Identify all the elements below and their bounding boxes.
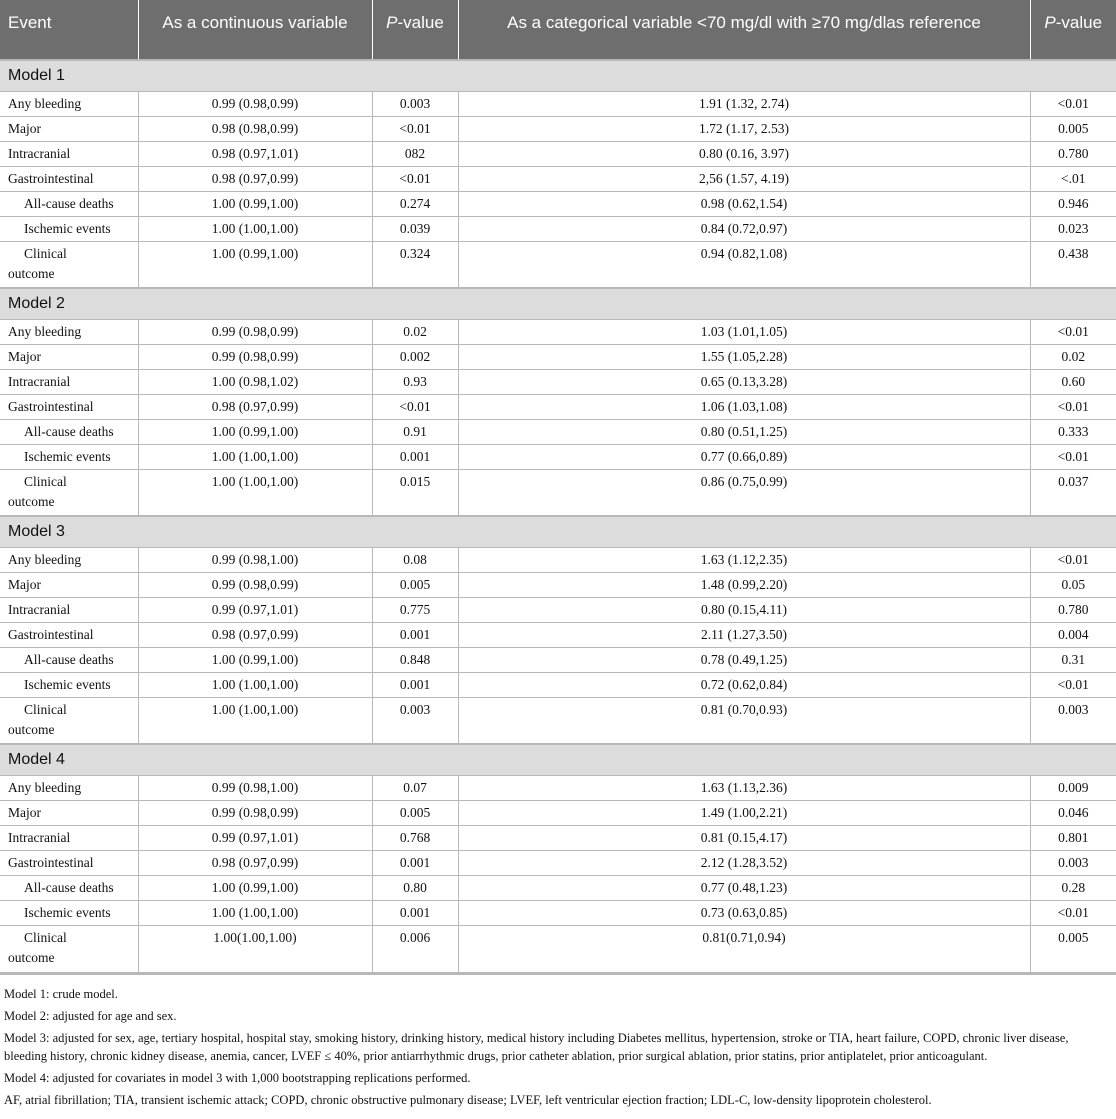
event-label-line2: outcome: [8, 721, 55, 737]
continuous-pvalue-cell: 0.005: [372, 800, 458, 825]
table-header-row: [0, 0, 1116, 60]
continuous-estimate-cell: 0.98 (0.97,1.01): [138, 141, 372, 166]
categorical-pvalue-cell: <0.01: [1030, 394, 1116, 419]
table-row: [0, 216, 1116, 241]
continuous-estimate-cell: 0.99 (0.98,0.99): [138, 319, 372, 344]
event-label: Gastrointestinal: [8, 854, 94, 870]
continuous-estimate-cell: 1.00 (1.00,1.00): [138, 444, 372, 469]
continuous-estimate-cell: 1.00 (0.99,1.00): [138, 647, 372, 672]
model-section-row: [0, 744, 1116, 775]
header-pvalue-italic: P: [1044, 13, 1056, 32]
continuous-estimate-cell: 0.99 (0.97,1.01): [138, 597, 372, 622]
categorical-estimate-cell: 0.81(0.71,0.94): [458, 925, 1030, 972]
categorical-pvalue-cell: 0.02: [1030, 344, 1116, 369]
table-row: [0, 597, 1116, 622]
categorical-estimate-cell: 1.72 (1.17, 2.53): [458, 116, 1030, 141]
categorical-estimate-cell: 0.77 (0.48,1.23): [458, 875, 1030, 900]
table-row: [0, 241, 1116, 288]
categorical-estimate-cell: 0.73 (0.63,0.85): [458, 900, 1030, 925]
event-cell: [0, 875, 138, 900]
event-cell: [0, 622, 138, 647]
table-row: [0, 469, 1116, 516]
table-row: [0, 319, 1116, 344]
categorical-estimate-cell: 0.80 (0.16, 3.97): [458, 141, 1030, 166]
continuous-pvalue-cell: <0.01: [372, 166, 458, 191]
event-label-line2: outcome: [8, 949, 55, 965]
continuous-pvalue-cell: 0.001: [372, 672, 458, 697]
event-label: Clinical: [24, 245, 67, 261]
table-row: [0, 925, 1116, 972]
event-cell: [0, 572, 138, 597]
categorical-estimate-cell: 0.86 (0.75,0.99): [458, 469, 1030, 516]
event-cell: [0, 800, 138, 825]
continuous-pvalue-cell: 0.274: [372, 191, 458, 216]
event-label: Ischemic events: [24, 220, 111, 236]
categorical-estimate-cell: 0.80 (0.15,4.11): [458, 597, 1030, 622]
table-row: [0, 875, 1116, 900]
event-cell: [0, 394, 138, 419]
event-label: Any bleeding: [8, 323, 82, 339]
categorical-pvalue-cell: 0.946: [1030, 191, 1116, 216]
continuous-estimate-cell: 1.00 (1.00,1.00): [138, 697, 372, 744]
table-row: [0, 697, 1116, 744]
continuous-estimate-cell: 1.00(1.00,1.00): [138, 925, 372, 972]
table-row: [0, 419, 1116, 444]
table-row: [0, 825, 1116, 850]
model-section-row: [0, 288, 1116, 319]
header-categorical: As a categorical variable <70 mg/dl with ≥70 mg/dlas reference: [458, 0, 1030, 60]
event-cell: [0, 141, 138, 166]
table-row: [0, 900, 1116, 925]
event-cell: [0, 672, 138, 697]
header-pvalue-2: [1030, 0, 1116, 60]
continuous-estimate-cell: 0.99 (0.98,0.99): [138, 91, 372, 116]
categorical-estimate-cell: 2.11 (1.27,3.50): [458, 622, 1030, 647]
header-pvalue-rest: -value: [1055, 13, 1103, 32]
categorical-pvalue-cell: <.01: [1030, 166, 1116, 191]
continuous-pvalue-cell: 0.001: [372, 850, 458, 875]
categorical-pvalue-cell: 0.003: [1030, 697, 1116, 744]
event-cell: [0, 825, 138, 850]
table-row: [0, 141, 1116, 166]
event-cell: [0, 547, 138, 572]
footnote: Model 2: adjusted for age and sex.: [4, 1008, 177, 1023]
categorical-estimate-cell: 1.63 (1.12,2.35): [458, 547, 1030, 572]
categorical-estimate-cell: 0.81 (0.70,0.93): [458, 697, 1030, 744]
categorical-estimate-cell: 1.49 (1.00,2.21): [458, 800, 1030, 825]
event-label: Ischemic events: [24, 448, 111, 464]
footnote: Model 3: adjusted for sex, age, tertiary hospital, hospital stay, smoking history, drinking history, medical history including Diabetes mellitus, hypertension, stroke or TIA, heart failure, COPD, chronic liver disease, bleeding history, chronic kidney disease, anemia, cancer, LVEF ≤ 40%, prior antiarrhythmic drugs, prior catheter ablation, prior surgical ablation, prior statins, prior antiplatelet, prior anticoagulant.: [4, 1030, 1069, 1063]
header-pvalue-rest: -value: [397, 13, 444, 32]
continuous-estimate-cell: 1.00 (0.99,1.00): [138, 875, 372, 900]
event-label: Ischemic events: [24, 904, 111, 920]
table-row: [0, 191, 1116, 216]
categorical-estimate-cell: 1.06 (1.03,1.08): [458, 394, 1030, 419]
model-section-row: [0, 60, 1116, 91]
model-label: Model 1: [0, 60, 1116, 91]
event-label: Intracranial: [8, 829, 71, 845]
table-footnotes: [0, 973, 1116, 1109]
event-label: Intracranial: [8, 145, 71, 161]
table-row: [0, 775, 1116, 800]
footnote: Model 4: adjusted for covariates in model 3 with 1,000 bootstrapping replications performed.: [4, 1070, 471, 1085]
table-row: [0, 444, 1116, 469]
continuous-pvalue-cell: <0.01: [372, 394, 458, 419]
categorical-pvalue-cell: 0.28: [1030, 875, 1116, 900]
table-row: [0, 166, 1116, 191]
event-cell: [0, 241, 138, 288]
event-cell: [0, 344, 138, 369]
categorical-pvalue-cell: <0.01: [1030, 444, 1116, 469]
event-cell: [0, 166, 138, 191]
categorical-estimate-cell: 0.72 (0.62,0.84): [458, 672, 1030, 697]
continuous-estimate-cell: 0.98 (0.97,0.99): [138, 166, 372, 191]
categorical-estimate-cell: 0.65 (0.13,3.28): [458, 369, 1030, 394]
continuous-pvalue-cell: 0.001: [372, 444, 458, 469]
continuous-pvalue-cell: 0.02: [372, 319, 458, 344]
table-row: [0, 850, 1116, 875]
event-label: Intracranial: [8, 373, 71, 389]
event-label: All-cause deaths: [24, 423, 114, 439]
header-pvalue-italic: P: [386, 13, 398, 32]
categorical-pvalue-cell: <0.01: [1030, 672, 1116, 697]
table-row: [0, 344, 1116, 369]
continuous-pvalue-cell: 0.768: [372, 825, 458, 850]
categorical-estimate-cell: 2.12 (1.28,3.52): [458, 850, 1030, 875]
continuous-pvalue-cell: 0.08: [372, 547, 458, 572]
event-cell: [0, 216, 138, 241]
categorical-pvalue-cell: 0.333: [1030, 419, 1116, 444]
continuous-pvalue-cell: 0.001: [372, 622, 458, 647]
categorical-pvalue-cell: <0.01: [1030, 91, 1116, 116]
continuous-pvalue-cell: 0.039: [372, 216, 458, 241]
categorical-estimate-cell: 1.03 (1.01,1.05): [458, 319, 1030, 344]
continuous-estimate-cell: 0.98 (0.97,0.99): [138, 850, 372, 875]
event-cell: [0, 469, 138, 516]
event-label: Clinical: [24, 929, 67, 945]
continuous-estimate-cell: 0.98 (0.97,0.99): [138, 394, 372, 419]
categorical-pvalue-cell: 0.780: [1030, 597, 1116, 622]
continuous-estimate-cell: 0.99 (0.98,1.00): [138, 775, 372, 800]
table-row: [0, 672, 1116, 697]
event-cell: [0, 697, 138, 744]
categorical-pvalue-cell: 0.009: [1030, 775, 1116, 800]
continuous-estimate-cell: 1.00 (1.00,1.00): [138, 216, 372, 241]
categorical-estimate-cell: 1.91 (1.32, 2.74): [458, 91, 1030, 116]
continuous-estimate-cell: 1.00 (1.00,1.00): [138, 900, 372, 925]
table-row: [0, 622, 1116, 647]
event-label: All-cause deaths: [24, 195, 114, 211]
event-label: Gastrointestinal: [8, 626, 94, 642]
categorical-pvalue-cell: 0.780: [1030, 141, 1116, 166]
continuous-pvalue-cell: 0.015: [372, 469, 458, 516]
categorical-pvalue-cell: 0.05: [1030, 572, 1116, 597]
continuous-estimate-cell: 1.00 (0.99,1.00): [138, 191, 372, 216]
categorical-pvalue-cell: 0.31: [1030, 647, 1116, 672]
continuous-estimate-cell: 0.99 (0.97,1.01): [138, 825, 372, 850]
continuous-estimate-cell: 0.99 (0.98,0.99): [138, 800, 372, 825]
categorical-pvalue-cell: <0.01: [1030, 900, 1116, 925]
continuous-pvalue-cell: 0.003: [372, 697, 458, 744]
continuous-pvalue-cell: 0.006: [372, 925, 458, 972]
event-cell: [0, 925, 138, 972]
categorical-pvalue-cell: 0.003: [1030, 850, 1116, 875]
event-label: All-cause deaths: [24, 651, 114, 667]
event-cell: [0, 91, 138, 116]
categorical-estimate-cell: 1.63 (1.13,2.36): [458, 775, 1030, 800]
continuous-estimate-cell: 1.00 (0.99,1.00): [138, 419, 372, 444]
continuous-estimate-cell: 1.00 (1.00,1.00): [138, 672, 372, 697]
continuous-pvalue-cell: 0.91: [372, 419, 458, 444]
table-row: [0, 369, 1116, 394]
event-label: Major: [8, 348, 41, 364]
categorical-estimate-cell: 0.80 (0.51,1.25): [458, 419, 1030, 444]
categorical-estimate-cell: 0.94 (0.82,1.08): [458, 241, 1030, 288]
header-continuous: As a continuous variable: [138, 0, 372, 60]
model-label: Model 2: [0, 288, 1116, 319]
continuous-pvalue-cell: 0.002: [372, 344, 458, 369]
categorical-estimate-cell: 2,56 (1.57, 4.19): [458, 166, 1030, 191]
event-cell: [0, 775, 138, 800]
event-label: Gastrointestinal: [8, 398, 94, 414]
event-label-line2: outcome: [8, 493, 55, 509]
continuous-estimate-cell: 1.00 (1.00,1.00): [138, 469, 372, 516]
categorical-estimate-cell: 0.98 (0.62,1.54): [458, 191, 1030, 216]
categorical-pvalue-cell: 0.60: [1030, 369, 1116, 394]
event-label: Intracranial: [8, 601, 71, 617]
continuous-estimate-cell: 1.00 (0.98,1.02): [138, 369, 372, 394]
model-label: Model 3: [0, 516, 1116, 547]
table-row: [0, 91, 1116, 116]
event-cell: [0, 597, 138, 622]
header-pvalue-1: [372, 0, 458, 60]
event-cell: [0, 850, 138, 875]
event-label: Any bleeding: [8, 95, 82, 111]
event-cell: [0, 116, 138, 141]
event-cell: [0, 319, 138, 344]
event-label: Clinical: [24, 701, 67, 717]
table-row: [0, 116, 1116, 141]
event-label: Major: [8, 804, 41, 820]
categorical-estimate-cell: 0.78 (0.49,1.25): [458, 647, 1030, 672]
event-cell: [0, 419, 138, 444]
table-row: [0, 800, 1116, 825]
model-label: Model 4: [0, 744, 1116, 775]
continuous-pvalue-cell: 0.07: [372, 775, 458, 800]
categorical-pvalue-cell: <0.01: [1030, 319, 1116, 344]
continuous-pvalue-cell: 082: [372, 141, 458, 166]
categorical-pvalue-cell: 0.004: [1030, 622, 1116, 647]
categorical-pvalue-cell: 0.438: [1030, 241, 1116, 288]
categorical-pvalue-cell: 0.037: [1030, 469, 1116, 516]
table-body: [0, 60, 1116, 972]
continuous-pvalue-cell: 0.324: [372, 241, 458, 288]
event-label: Any bleeding: [8, 551, 82, 567]
continuous-estimate-cell: 0.99 (0.98,0.99): [138, 572, 372, 597]
continuous-pvalue-cell: 0.003: [372, 91, 458, 116]
categorical-estimate-cell: 1.55 (1.05,2.28): [458, 344, 1030, 369]
continuous-pvalue-cell: 0.001: [372, 900, 458, 925]
footnote: Model 1: crude model.: [4, 986, 118, 1001]
continuous-pvalue-cell: 0.005: [372, 572, 458, 597]
table-row: [0, 647, 1116, 672]
continuous-pvalue-cell: 0.848: [372, 647, 458, 672]
continuous-pvalue-cell: <0.01: [372, 116, 458, 141]
categorical-pvalue-cell: 0.005: [1030, 925, 1116, 972]
continuous-pvalue-cell: 0.93: [372, 369, 458, 394]
continuous-estimate-cell: 0.98 (0.98,0.99): [138, 116, 372, 141]
event-cell: [0, 444, 138, 469]
event-cell: [0, 900, 138, 925]
table-row: [0, 572, 1116, 597]
continuous-pvalue-cell: 0.80: [372, 875, 458, 900]
categorical-pvalue-cell: <0.01: [1030, 547, 1116, 572]
categorical-pvalue-cell: 0.005: [1030, 116, 1116, 141]
event-label: Clinical: [24, 473, 67, 489]
header-event: Event: [0, 0, 138, 60]
footnote: AF, atrial fibrillation; TIA, transient ischemic attack; COPD, chronic obstructive pulmonary disease; LVEF, left ventricular ejection fraction; LDL-C, low-density lipoprotein cholesterol.: [4, 1092, 932, 1107]
event-cell: [0, 647, 138, 672]
continuous-pvalue-cell: 0.775: [372, 597, 458, 622]
categorical-pvalue-cell: 0.023: [1030, 216, 1116, 241]
table-row: [0, 547, 1116, 572]
categorical-pvalue-cell: 0.801: [1030, 825, 1116, 850]
event-label: Major: [8, 120, 41, 136]
event-label: Gastrointestinal: [8, 170, 94, 186]
continuous-estimate-cell: 0.99 (0.98,1.00): [138, 547, 372, 572]
event-label: All-cause deaths: [24, 879, 114, 895]
event-label: Major: [8, 576, 41, 592]
continuous-estimate-cell: 0.98 (0.97,0.99): [138, 622, 372, 647]
event-label-line2: outcome: [8, 265, 55, 281]
event-cell: [0, 369, 138, 394]
model-section-row: [0, 516, 1116, 547]
categorical-pvalue-cell: 0.046: [1030, 800, 1116, 825]
categorical-estimate-cell: 0.81 (0.15,4.17): [458, 825, 1030, 850]
event-cell: [0, 191, 138, 216]
table-row: [0, 394, 1116, 419]
categorical-estimate-cell: 1.48 (0.99,2.20): [458, 572, 1030, 597]
continuous-estimate-cell: 0.99 (0.98,0.99): [138, 344, 372, 369]
categorical-estimate-cell: 0.84 (0.72,0.97): [458, 216, 1030, 241]
event-label: Any bleeding: [8, 779, 82, 795]
categorical-estimate-cell: 0.77 (0.66,0.89): [458, 444, 1030, 469]
event-label: Ischemic events: [24, 676, 111, 692]
continuous-estimate-cell: 1.00 (0.99,1.00): [138, 241, 372, 288]
